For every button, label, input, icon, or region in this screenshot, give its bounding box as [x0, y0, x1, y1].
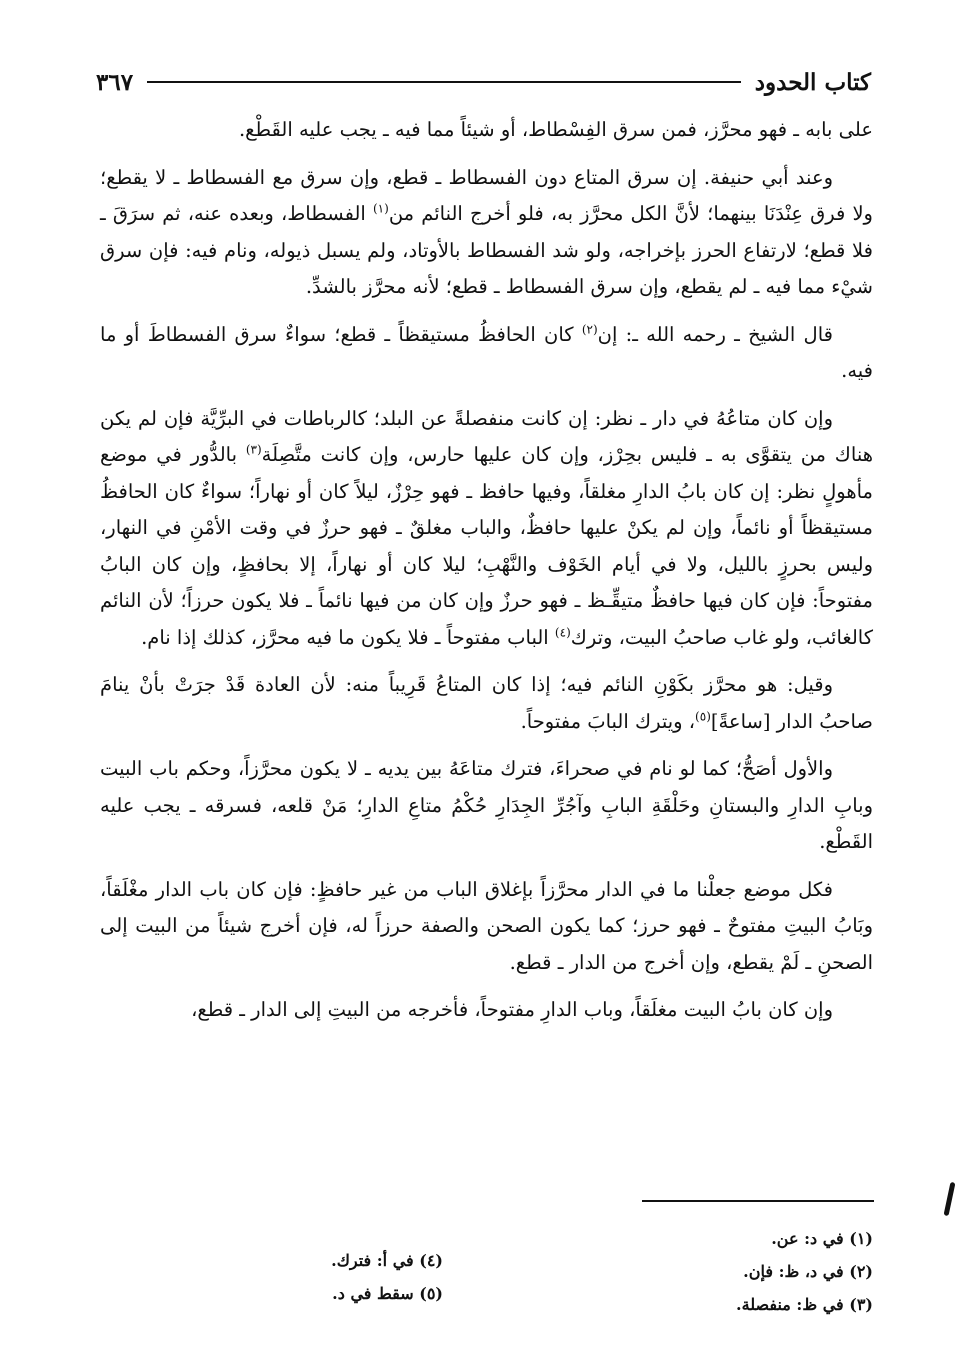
- paragraph: [100, 160, 873, 306]
- footnote-separator: [642, 1200, 874, 1202]
- paragraph: [100, 317, 873, 390]
- footnotes: [100, 1222, 873, 1322]
- paragraph-text: ، ويترك البابَ مفتوحاً.: [520, 709, 696, 733]
- paragraph: [100, 112, 873, 149]
- page-header: [96, 64, 871, 100]
- paragraph-text: على بابه ـ فهو محرَّز، فمن سرق الفِسْطاط، أو شيئاً مما فيه ـ يجب عليه القَطْع.: [238, 118, 873, 141]
- chapter-title: كتاب الحدود: [754, 68, 871, 96]
- paragraph-text: الفسطاط، وبعده عنه، ثم سرَقَ ـ فلا قطع؛ لارتفاع الحرز بإخراجه، ولو شد الفسطاط بالأوتاد، ولم يسبل ذيوله، ونام فيه: فإن سرق شيْء مما فيه ـ لم يقطع، وإن سرق الفسطاط ـ قطع؛ لأنه محرَّز بالشدِّ.: [100, 202, 873, 298]
- footnote-ref: (٢): [581, 322, 598, 336]
- paragraph-text: كان الحافظُ مستيقظاً ـ قطع؛ سواءٌ سرق الفسطاطَ أو ما فيه.: [100, 322, 873, 382]
- footnote-ref: (١): [372, 201, 389, 216]
- footnote-ref: (٣): [245, 442, 262, 457]
- paragraph: [100, 667, 873, 740]
- paragraph: [100, 992, 873, 1029]
- paragraph-text: وإن كان متاعُهُ في دار ـ نظر: إن كانت منفصلةً عن البلد؛ كالرباطات في البرِّيَّة فإن لم يكن هناك من يتقوَّى به ـ فليس بحِرْز، وإن كان عليها حارس، وإن كانت متَّصِلَة: [100, 406, 873, 466]
- footnote-item: (١) في د: عن.: [771, 1229, 873, 1248]
- footnote-item: (٤) في أ: فترك.: [331, 1251, 443, 1270]
- footnote-ref: (٥): [695, 709, 711, 723]
- paragraph: [100, 401, 873, 657]
- footnotes-column-right: [573, 1222, 873, 1321]
- footnote-item: (٥) سقط في د.: [332, 1284, 443, 1303]
- paragraph-text: فكل موضع جعلْنا ما في الدار محرَّزاً بإغلاق الباب من غير حافظٍ: فإن كان باب الدار مغْلَقاً، وبَابُ البيتِ مفتوحٌ ـ فهو حرز؛ كما يكون الصحن والصفة حرزاً له، فإن أخرج شيئاً من البيت إلى الصحنِ ـ لَمْ يقطع، وإن أخرج من الدار ـ قطع.: [100, 877, 873, 974]
- paragraph-text: والأول أصَحُّ؛ كما لو نام في صحراءَ، فترك متاعَهُ بين يديه ـ لا يكون محرَّزاً، وحكم باب البيت وبابِ الدارِ والبستانِ وحَلْقَةِ البابِ وآجُرِّ الجِدَارِ حُكْمُ متاعِ الدارِ؛ مَنْ قلعه، فسرقه ـ يجب عليه القَطْع.: [100, 757, 873, 853]
- main-text: [100, 112, 873, 1040]
- paragraph-text: قال الشيخ ـ رحمه الله ـ: إن: [597, 322, 833, 346]
- footnote-ref: (٤): [554, 625, 571, 639]
- paragraph-text: وعند أبي حنيفة. إن سرق المتاع دون الفسطاط ـ قطع، وإن سرق مع الفسطاط ـ لا يقطع؛ ولا فرق عِنْدَنَا بينهما؛ لأنَّ الكل محرَّز به، فلو أخرج النائم من: [100, 165, 873, 225]
- paragraph-text: وقيل: هو محرَّز بكَوْنِ النائم فيه؛ إذا كان المتاعُ قَرِيباً منه: لأن العادة قَدْ جرَتْ بأنْ ينامَ صاحبُ الدار [ساعةً]: [100, 673, 873, 733]
- footnote-item: (٢) في د، ظ: فإن.: [743, 1262, 873, 1281]
- paragraph-text: الباب مفتوحاً ـ فلا يكون ما فيه محرَّز، كذلك إذا نام.: [141, 625, 555, 649]
- header-rule: [147, 81, 741, 83]
- paragraph: [100, 751, 873, 861]
- paragraph: [100, 872, 873, 982]
- page-number: ٣٦٧: [96, 68, 134, 96]
- paragraph-text: بالدُّور في موضع مأهولٍ نظر: إن كان بابُ الدارِ مغلقاً، وفيها حافظ ـ فهو حِرْزٌ، ليلاً كان أو نهاراً؛ سواءٌ كان الحافظُ مستيقظاً أو نائماً، وإن لم يكنْ عليها حافظٌ، والباب مغلقٌ ـ فهو حرزٌ في وقت الأمْنِ في النهار، وليس بحرزٍ بالليل، ولا في أيام الخَوْف والنَّهْبِ؛ ليلا كان أو نهاراً، إلا بحافظٍ، وإن كان البابُ مفتوحاً: فإن كان فيها حافظٌ متيقِّـظ ـ فهو حرزٌ وإن كان من فيها نائماً ـ فلا يكون حرزاً؛ لأن النائم كالغائب، ولو غاب صاحبُ البيت، وترك: [100, 443, 873, 649]
- paragraph-text: وإن كان بابُ البيت مغلَقاً، وباب الدارِ مفتوحاً، فأخرجه من البيتِ إلى الدار ـ قطع،: [191, 998, 833, 1021]
- scan-edge-mark: [944, 1182, 956, 1216]
- footnotes-column-left: [183, 1244, 443, 1310]
- footnote-item: (٣) في ظ: منفصلة.: [736, 1295, 873, 1314]
